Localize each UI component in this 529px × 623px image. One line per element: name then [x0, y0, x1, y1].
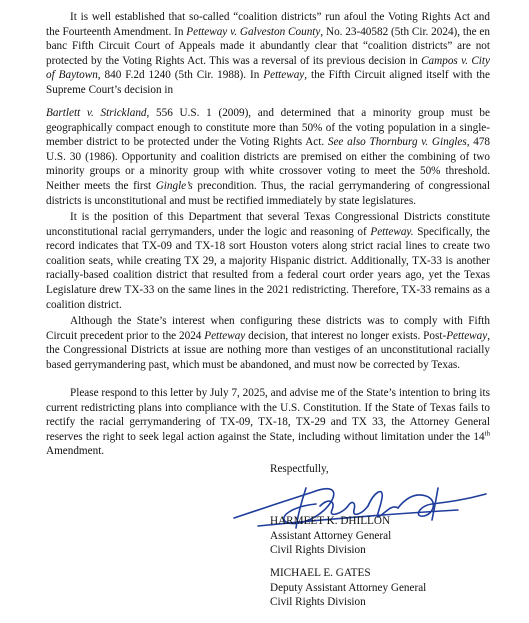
closing-text: Respectfully, — [270, 463, 329, 475]
signatory-1 — [270, 514, 510, 558]
signatory-division: Civil Rights Division — [270, 544, 366, 557]
case-citation: Petteway v. Galveston County — [186, 25, 321, 38]
p4-text-a: Although the State’s interest when configuring these districts was to comply with Fifth Circuit precedent prior to the 2024 — [46, 315, 490, 342]
p5-text-b: Amendment. — [46, 445, 105, 458]
p2-text-a: , 556 U.S. 1 (2009), and determined that a minority group must be geographically compact enough to constitute more than 50% of the voting population in a single-member district to be protected under the Voting Rights Act. — [46, 107, 490, 149]
signatory-name: HARMEET K. DHILLON — [270, 515, 391, 527]
signatory-division: Civil Rights Division — [270, 596, 366, 609]
p1-text-b: , No. 23-40582 (5th Cir. 2024), the en banc Fifth Circuit Court of Appeals made it abundantly clear that “coalition districts” are not protected by the Voting Rights Act. This was a reversal of its previous decision in — [46, 25, 490, 67]
p4-text-b: decision, that interest no longer exists. Post- — [245, 329, 447, 342]
case-citation: Petteway. — [370, 225, 414, 238]
p1-text-c: , 840 F.2d 1240 (5th Cir. 1988). In — [97, 69, 264, 82]
p4-text-c: , the Congressional Districts at issue are nothing more than vestiges of an unconstitutional racially based gerrymandering past, which must be abandoned, and must now be corrected by Texas. — [46, 329, 490, 371]
case-citation: Gingle’s — [155, 179, 193, 192]
ordinal-suffix: th — [484, 429, 490, 438]
paragraph-coalition-districts — [46, 10, 490, 98]
p3-text-b: Specifically, the record indicates that TX-09 and TX-18 sort Houston voters along strict racial lines to create two coalition seats, while creating TX 29, a majority Hispanic district. Additionally, TX-33 is another racially-based coalition district that resulted from a federal court order years ago, yet the Texas Legislature drew TX-33 on the same lines in the 2021 redistricting. Therefore, TX-33 remains as a coalition district. — [46, 225, 490, 311]
case-citation: Petteway — [204, 329, 246, 342]
signatory-name: MICHAEL E. GATES — [270, 567, 371, 579]
p2-text-b: , 478 U.S. 30 (1986). Opportunity and coalition districts are premised on either the combining of two minority groups or a minority group with white crossover voting to meet the 50% threshold. Neither meets the first — [46, 136, 491, 192]
paragraph-department-position — [46, 210, 490, 312]
case-citation: Bartlett v. Strickland — [46, 107, 147, 119]
case-citation: Petteway — [446, 329, 488, 342]
paragraph-response-request — [46, 386, 490, 459]
signatory-2 — [270, 566, 510, 610]
p5-text-a: Please respond to this letter by July 7, 2025, and advise me of the State’s intention to bring its current redistricting plans into compliance with the U.S. Constitution. If the State of Texas fails to rectify the racial gerrymandering of TX-09, TX-18, TX-29 and TX 33, the Attorney General reserves the right to seek legal action against the State, including without limitation under the 14 — [46, 387, 490, 443]
p3-text-a: It is the position of this Department that several Texas Congressional Districts constitute unconstitutional racial gerrymanders, under the logic and reasoning of — [46, 211, 490, 238]
case-citation: See also Thornburg v. Gingles — [327, 136, 467, 149]
signatory-title: Deputy Assistant Attorney General — [270, 581, 427, 594]
paragraph-bartlett — [46, 106, 490, 208]
signatory-title: Assistant Attorney General — [270, 529, 392, 542]
paragraph-state-interest — [46, 314, 490, 372]
case-citation: Campos v. City of Baytown — [46, 54, 490, 82]
p2-text-c: precondition. Thus, the racial gerrymandering of congressional districts is unconstitutional and must be rectified immediately by state legislatures. — [46, 179, 490, 207]
p1-text-d: , the Fifth Circuit aligned itself with the Supreme Court’s decision in — [46, 69, 490, 96]
case-citation: Petteway — [263, 69, 305, 82]
p1-text-a: It is well established that so-called “coalition districts” run afoul the Voting Rights Act and the Fourteenth Amendment. In — [46, 11, 490, 38]
